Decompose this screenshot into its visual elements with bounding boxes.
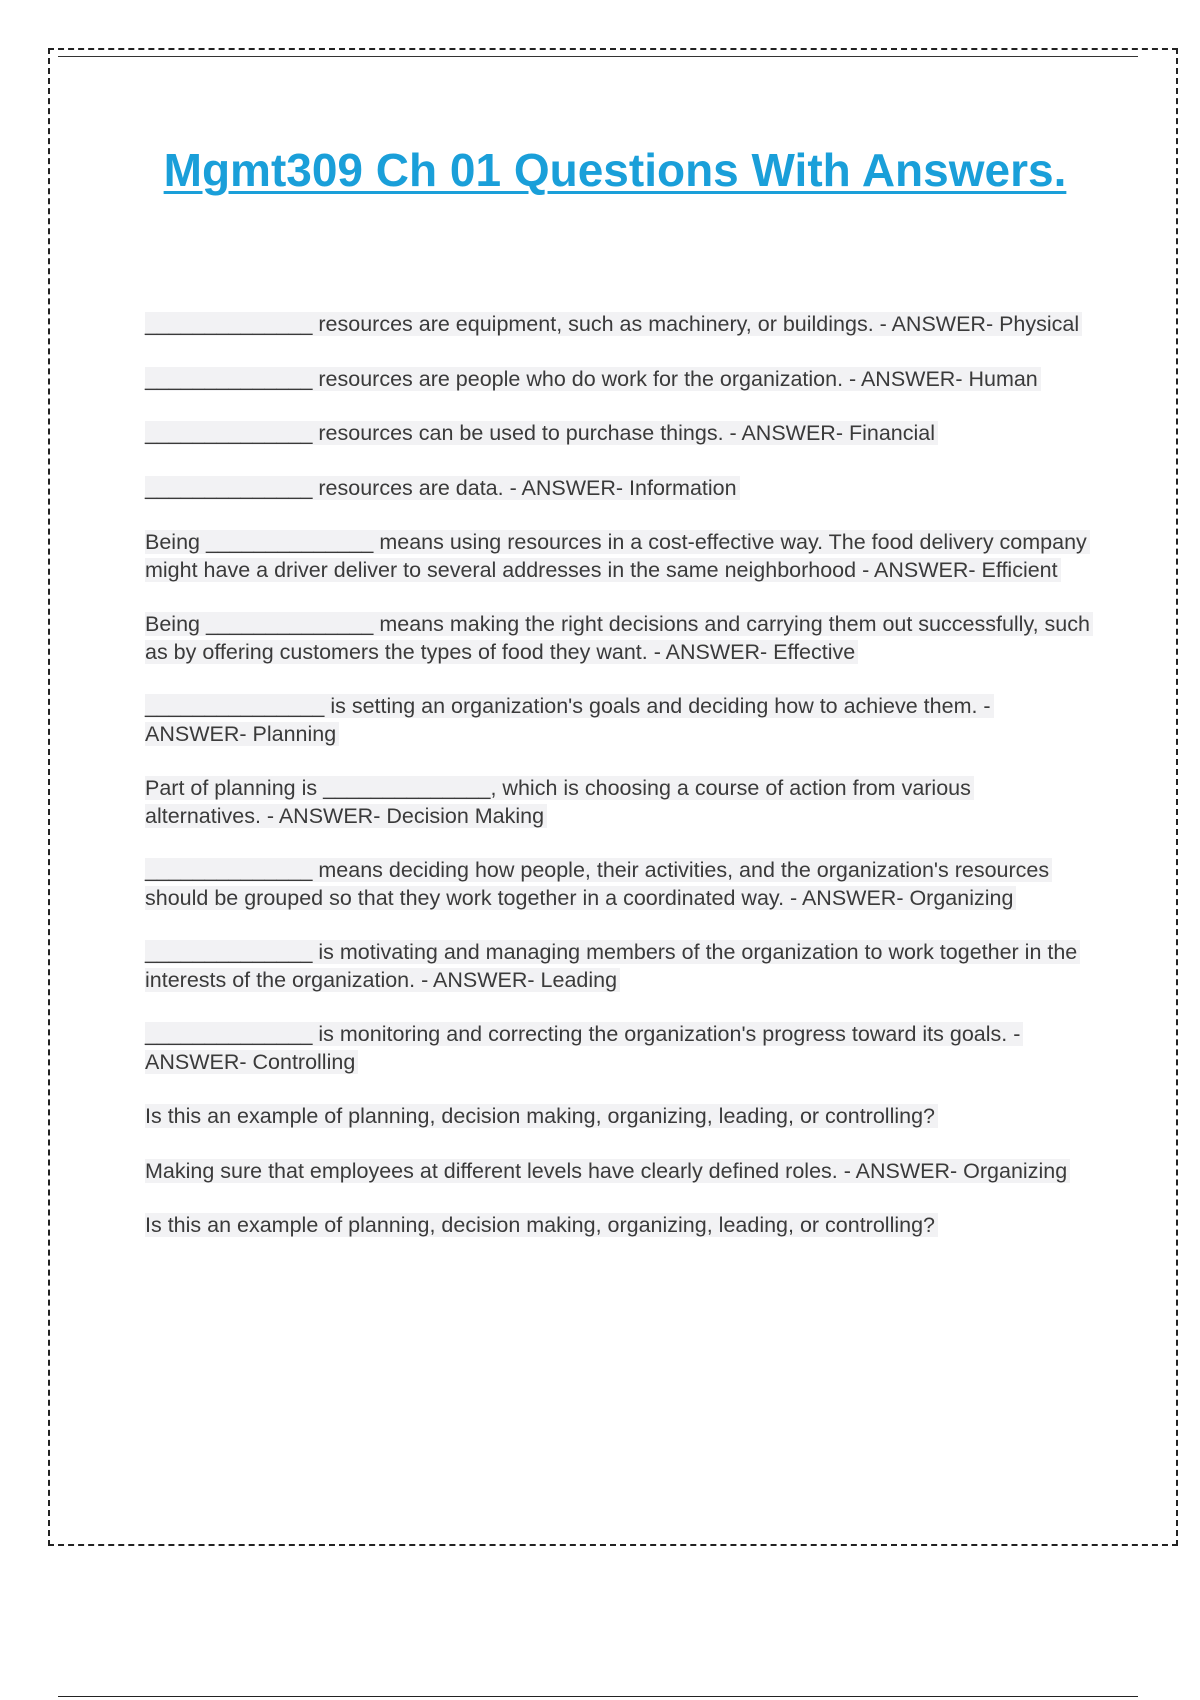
qa-item-1 — [145, 311, 1090, 339]
qa-item-text: ______________ resources are data. - ANSWER- Information — [145, 476, 740, 500]
qa-item-text: ______________ resources can be used to purchase things. - ANSWER- Financial — [145, 421, 938, 445]
page-bottom-rule — [58, 1696, 1138, 1697]
document-title: Mgmt309 Ch 01 Questions With Answers. — [163, 144, 1067, 196]
qa-item-7 — [145, 693, 1090, 748]
qa-item-text: ______________ means deciding how people, their activities, and the organization's resources should be grouped so that they work together in a coordinated way. - ANSWER- Organizing — [145, 858, 1052, 910]
qa-item-2 — [145, 366, 1090, 394]
qa-item-14 — [145, 1212, 1090, 1240]
qa-item-8 — [145, 775, 1090, 830]
qa-item-text: Making sure that employees at different levels have clearly defined roles. - ANSWER- Organizing — [145, 1159, 1070, 1183]
qa-item-text: Being ______________ means using resources in a cost-effective way. The food delivery company might have a driver deliver to several addresses in the same neighborhood - ANSWER- Efficient — [145, 530, 1090, 582]
qa-list — [145, 311, 1090, 1267]
qa-item-text: Being ______________ means making the right decisions and carrying them out successfully, such as by offering customers the types of food they want. - ANSWER- Effective — [145, 612, 1093, 664]
qa-item-text: Is this an example of planning, decision making, organizing, leading, or controlling? — [145, 1213, 938, 1237]
qa-item-3 — [145, 420, 1090, 448]
qa-item-9 — [145, 857, 1090, 912]
qa-item-text: ______________ resources are people who do work for the organization. - ANSWER- Human — [145, 367, 1041, 391]
qa-item-12 — [145, 1103, 1090, 1131]
qa-item-text: Part of planning is ______________, which is choosing a course of action from various alternatives. - ANSWER- Decision Making — [145, 776, 974, 828]
qa-item-text: ______________ resources are equipment, such as machinery, or buildings. - ANSWER- Physical — [145, 312, 1082, 336]
frame-top-rule — [58, 56, 1138, 57]
qa-item-13 — [145, 1158, 1090, 1186]
qa-item-6 — [145, 611, 1090, 666]
qa-item-4 — [145, 475, 1090, 503]
qa-item-5 — [145, 529, 1090, 584]
qa-item-11 — [145, 1021, 1090, 1076]
qa-item-text: _______________ is setting an organization's goals and deciding how to achieve them. - ANSWER- Planning — [145, 694, 994, 746]
qa-item-10 — [145, 939, 1090, 994]
qa-item-text: ______________ is motivating and managing members of the organization to work together in the interests of the organization. - ANSWER- Leading — [145, 940, 1080, 992]
qa-item-text: Is this an example of planning, decision making, organizing, leading, or controlling? — [145, 1104, 938, 1128]
qa-item-text: ______________ is monitoring and correcting the organization's progress toward its goals. - ANSWER- Controlling — [145, 1022, 1023, 1074]
